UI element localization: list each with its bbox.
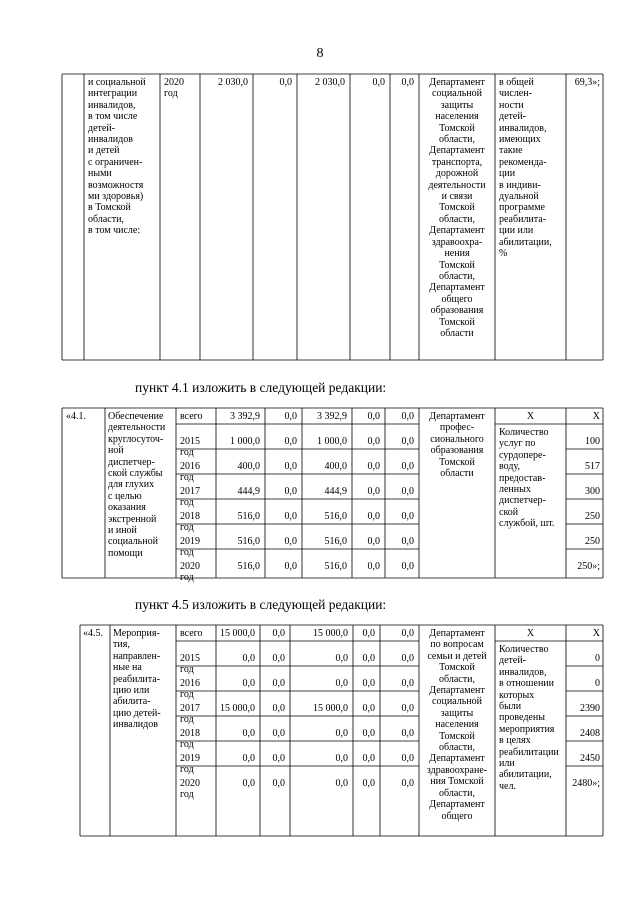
row-regional: 444,9 — [324, 486, 347, 497]
cell-line: нения — [444, 248, 470, 260]
cell-line: диспетчер- — [108, 456, 155, 468]
row-year: 2020 — [180, 778, 200, 789]
cell-line: области, — [439, 213, 475, 225]
cell-line: услуг по — [499, 438, 536, 450]
cell-line: в общей — [499, 77, 534, 88]
row-regional: 15 000,0 — [313, 628, 348, 639]
cell-line: в том числе — [88, 111, 138, 123]
row-year: 2016 — [180, 461, 200, 472]
row-regional: 516,0 — [324, 536, 347, 547]
row-local: 0,0 — [362, 678, 375, 689]
cell-line: воду, — [499, 461, 520, 473]
row-local: 0,0 — [367, 436, 380, 447]
cell-line: ми здоровья) — [88, 191, 144, 203]
cell-line: социальной — [432, 696, 482, 708]
cell-line: круглосуточ- — [108, 433, 164, 445]
row-year: 2017 — [180, 486, 200, 497]
cell-line: Департамент — [429, 225, 485, 237]
cell-line: абилитации, — [499, 236, 552, 248]
row-total: 1 000,0 — [230, 436, 260, 447]
table-4-1-executor-cell — [419, 411, 495, 479]
row-regional: 3 392,9 — [317, 411, 347, 422]
row-federal: 0,0 — [272, 628, 285, 639]
table-4-1-indicator-header: X — [526, 411, 535, 422]
row-year: всего — [180, 628, 203, 639]
top-table-year-cell — [164, 77, 184, 100]
cell-line: Департамент — [429, 282, 485, 294]
table-4-5-number: «4.5. — [83, 628, 103, 639]
row-year: 2017 — [180, 703, 200, 714]
row-local: 0,0 — [362, 628, 375, 639]
row-regional: 516,0 — [324, 561, 347, 572]
cell-line: были — [499, 701, 522, 713]
row-regional: 0,0 — [335, 678, 348, 689]
cell-line: Департамент — [429, 411, 485, 422]
top-table-value: 69,3»; — [574, 77, 600, 88]
cell-line: ные на — [113, 662, 142, 674]
cell-line: Количество — [499, 427, 549, 438]
cell-line: рекоменда- — [499, 156, 547, 168]
cell-line: абилитации, — [499, 769, 552, 781]
row-year-suffix: год — [180, 497, 194, 508]
row-local: 0,0 — [362, 753, 375, 764]
row-total: 516,0 — [237, 536, 260, 547]
cell-line: населения — [435, 111, 479, 123]
row-other: 0,0 — [401, 678, 414, 689]
cell-line: инвалидов — [88, 134, 133, 146]
row-indicator-value: 2480»; — [572, 778, 600, 789]
cell-line: инвалидов — [113, 719, 158, 731]
row-indicator-value: X — [592, 411, 600, 422]
cell-line: Томской — [439, 202, 475, 214]
row-indicator-value: 250»; — [577, 561, 600, 572]
row-other: 0,0 — [401, 628, 414, 639]
row-other: 0,0 — [401, 561, 414, 572]
row-other: 0,0 — [401, 436, 414, 447]
cell-line: образования — [430, 305, 484, 317]
cell-line: Департамент — [429, 628, 485, 639]
cell-line: интеграции — [88, 88, 138, 100]
cell-line: Томской — [439, 259, 475, 271]
cell-line: которых — [499, 689, 535, 701]
row-local: 0,0 — [362, 778, 375, 789]
cell-line: ными — [88, 168, 112, 180]
cell-line: мероприятия — [499, 723, 555, 735]
page-number: 8 — [316, 46, 324, 61]
top-table-local: 0,0 — [372, 77, 385, 88]
cell-line: направлен- — [113, 650, 161, 662]
row-indicator-value: 2450 — [580, 753, 600, 764]
cell-line: чел. — [499, 780, 516, 792]
cell-line: Томской — [439, 662, 475, 674]
cell-line: области, — [439, 787, 475, 799]
caption-point-4-1: пункт 4.1 изложить в следующей редакции: — [135, 380, 387, 395]
row-other: 0,0 — [401, 536, 414, 547]
row-federal: 0,0 — [284, 461, 297, 472]
cell-line: Департамент — [429, 685, 485, 697]
cell-line: профес- — [439, 422, 475, 434]
table-4-1-indicator-cell — [499, 427, 554, 530]
row-regional: 0,0 — [335, 653, 348, 664]
cell-line: год — [164, 88, 178, 100]
row-year-suffix: год — [180, 789, 194, 800]
row-other: 0,0 — [401, 653, 414, 664]
cell-line: ции — [499, 168, 516, 180]
cell-line: защиты — [440, 707, 474, 719]
cell-line: и иной — [108, 525, 137, 537]
cell-line: дуальной — [499, 191, 539, 203]
table-4-5-executor-cell — [419, 628, 495, 822]
cell-line: Департамент — [429, 753, 485, 765]
row-year-suffix: год — [180, 472, 194, 483]
row-local: 0,0 — [367, 461, 380, 472]
cell-line: области, — [88, 213, 124, 225]
row-total: 516,0 — [237, 561, 260, 572]
row-local: 0,0 — [362, 703, 375, 714]
cell-line: в том числе: — [88, 225, 141, 237]
row-federal: 0,0 — [272, 678, 285, 689]
cell-line: детей- — [88, 122, 116, 134]
cell-line: реабилита- — [113, 673, 161, 685]
row-local: 0,0 — [367, 486, 380, 497]
cell-line: населения — [435, 719, 479, 731]
row-other: 0,0 — [401, 778, 414, 789]
row-other: 0,0 — [401, 728, 414, 739]
row-year-suffix: год — [180, 739, 194, 750]
table-4-5-indicator-cell — [499, 644, 559, 792]
row-year: 2019 — [180, 753, 200, 764]
row-year: 2018 — [180, 511, 200, 522]
cell-line: тия, — [113, 639, 130, 651]
top-table-name-cell — [88, 77, 146, 237]
cell-line: и детей — [88, 145, 120, 157]
cell-line: сионального — [430, 433, 484, 445]
cell-line: диспетчер- — [499, 495, 546, 507]
row-local: 0,0 — [367, 411, 380, 422]
row-other: 0,0 — [401, 411, 414, 422]
row-indicator-value: 517 — [585, 461, 600, 472]
cell-line: социальной — [432, 88, 482, 100]
cell-line: Томской — [439, 316, 475, 328]
row-year: 2015 — [180, 436, 200, 447]
cell-line: с целью — [108, 490, 142, 502]
row-regional: 0,0 — [335, 728, 348, 739]
cell-line: семьи и детей — [427, 650, 487, 662]
cell-line: 2020 — [164, 77, 184, 88]
row-total: 0,0 — [242, 653, 255, 664]
caption-point-4-5: пункт 4.5 изложить в следующей редакции: — [135, 597, 387, 612]
row-local: 0,0 — [367, 561, 380, 572]
cell-line: проведены — [499, 712, 545, 724]
cell-line: здравоохра- — [431, 236, 483, 248]
cell-line: цию детей- — [113, 707, 161, 719]
cell-line: Мероприя- — [113, 628, 160, 639]
cell-line: в отношении — [499, 678, 555, 690]
cell-line: защиты — [440, 99, 474, 111]
cell-line: % — [499, 248, 508, 260]
cell-line: области, — [439, 270, 475, 282]
row-indicator-value: 2408 — [580, 728, 600, 739]
row-indicator-value: 0 — [595, 678, 600, 689]
row-other: 0,0 — [401, 511, 414, 522]
cell-line: Томской — [439, 456, 475, 468]
cell-line: дорожной — [435, 168, 479, 180]
top-table-indicator-cell — [499, 77, 552, 260]
row-local: 0,0 — [367, 536, 380, 547]
row-indicator-value: 2390 — [580, 703, 600, 714]
cell-line: ской службы — [108, 468, 163, 480]
row-other: 0,0 — [401, 461, 414, 472]
row-year-suffix: год — [180, 764, 194, 775]
cell-line: области, — [439, 673, 475, 685]
cell-line: абилита- — [113, 696, 151, 708]
row-year-suffix: год — [180, 714, 194, 725]
cell-line: Томской — [439, 122, 475, 134]
cell-line: Количество — [499, 644, 549, 655]
cell-line: по вопросам — [430, 639, 484, 651]
cell-line: ной — [108, 445, 124, 457]
row-other: 0,0 — [401, 486, 414, 497]
top-table-other: 0,0 — [401, 77, 414, 88]
row-indicator-value: X — [592, 628, 600, 639]
cell-line: области — [440, 327, 474, 339]
row-total: 0,0 — [242, 753, 255, 764]
cell-line: службой, шт. — [499, 518, 555, 530]
row-federal: 0,0 — [272, 778, 285, 789]
cell-line: Департамент — [429, 145, 485, 157]
row-federal: 0,0 — [284, 536, 297, 547]
cell-line: здравоохране- — [426, 764, 488, 776]
cell-line: помощи — [108, 547, 143, 559]
row-total: 15 000,0 — [220, 628, 255, 639]
row-regional: 516,0 — [324, 511, 347, 522]
row-federal: 0,0 — [272, 728, 285, 739]
row-indicator-value: 100 — [585, 436, 600, 447]
cell-line: ности — [499, 99, 524, 111]
row-indicator-value: 250 — [585, 536, 600, 547]
row-regional: 1 000,0 — [317, 436, 347, 447]
cell-line: общего — [441, 810, 473, 822]
row-federal: 0,0 — [284, 411, 297, 422]
row-total: 444,9 — [237, 486, 260, 497]
row-regional: 0,0 — [335, 753, 348, 764]
cell-line: сурдопере- — [499, 449, 546, 461]
cell-line: предостав- — [499, 472, 546, 484]
table-4-5-indicator-header: X — [526, 628, 535, 639]
row-year: 2020 — [180, 561, 200, 572]
top-table-executor-cell — [419, 77, 495, 339]
row-year: 2015 — [180, 653, 200, 664]
row-year: 2018 — [180, 728, 200, 739]
cell-line: в целях — [499, 735, 531, 747]
cell-line: Департамент — [429, 799, 485, 811]
row-year-suffix: год — [180, 447, 194, 458]
row-total: 15 000,0 — [220, 703, 255, 714]
row-regional: 15 000,0 — [313, 703, 348, 714]
cell-line: инвалидов, — [88, 99, 136, 111]
top-table-regional: 2 030,0 — [315, 77, 345, 88]
row-year-suffix: год — [180, 689, 194, 700]
row-federal: 0,0 — [284, 436, 297, 447]
row-total: 400,0 — [237, 461, 260, 472]
cell-line: и связи — [441, 191, 473, 203]
top-table-federal: 0,0 — [279, 77, 292, 88]
row-regional: 400,0 — [324, 461, 347, 472]
cell-line: Томской — [439, 730, 475, 742]
cell-line: ленных — [499, 484, 531, 496]
row-year-suffix: год — [180, 664, 194, 675]
cell-line: образования — [430, 445, 484, 457]
row-other: 0,0 — [401, 703, 414, 714]
row-indicator-value: 0 — [595, 653, 600, 664]
cell-line: возможностя — [88, 179, 144, 191]
table-4-5-name-cell — [113, 628, 161, 731]
cell-line: ния Томской — [430, 776, 484, 788]
cell-line: или — [499, 758, 515, 770]
table-4-1-name-cell — [108, 411, 165, 559]
cell-line: имеющих — [499, 134, 541, 146]
cell-line: ской — [499, 506, 519, 518]
cell-line: деятельности — [428, 179, 486, 191]
cell-line: реабилитации — [499, 746, 559, 758]
cell-line: деятельности — [108, 422, 166, 434]
cell-line: социальной — [108, 536, 158, 548]
cell-line: транспорта, — [431, 156, 483, 168]
cell-line: в индиви- — [499, 179, 541, 191]
cell-line: ции или — [499, 225, 534, 237]
cell-line: такие — [499, 145, 523, 157]
cell-line: Обеспечение — [108, 411, 164, 422]
row-federal: 0,0 — [272, 753, 285, 764]
row-total: 0,0 — [242, 678, 255, 689]
cell-line: общего — [441, 293, 473, 305]
row-total: 0,0 — [242, 778, 255, 789]
cell-line: числен- — [499, 88, 532, 100]
row-local: 0,0 — [362, 728, 375, 739]
row-year: всего — [180, 411, 203, 422]
row-indicator-value: 250 — [585, 511, 600, 522]
cell-line: области, — [439, 742, 475, 754]
row-federal: 0,0 — [284, 511, 297, 522]
cell-line: инвалидов, — [499, 122, 547, 134]
row-total: 3 392,9 — [230, 411, 260, 422]
row-federal: 0,0 — [284, 561, 297, 572]
row-other: 0,0 — [401, 753, 414, 764]
row-total: 0,0 — [242, 728, 255, 739]
cell-line: инвалидов, — [499, 666, 547, 678]
row-regional: 0,0 — [335, 778, 348, 789]
cell-line: цию или — [113, 685, 150, 697]
row-federal: 0,0 — [272, 653, 285, 664]
top-table-total: 2 030,0 — [218, 77, 248, 88]
row-local: 0,0 — [367, 511, 380, 522]
row-year-suffix: год — [180, 572, 194, 583]
cell-line: для глухих — [108, 479, 155, 491]
row-local: 0,0 — [362, 653, 375, 664]
row-federal: 0,0 — [284, 486, 297, 497]
row-total: 516,0 — [237, 511, 260, 522]
cell-line: области, — [439, 134, 475, 146]
cell-line: Департамент — [429, 77, 485, 88]
row-year-suffix: год — [180, 522, 194, 533]
cell-line: детей- — [499, 111, 527, 123]
cell-line: в Томской — [88, 202, 131, 214]
table-4-1-number: «4.1. — [66, 411, 86, 422]
cell-line: реабилита- — [499, 213, 547, 225]
row-federal: 0,0 — [272, 703, 285, 714]
cell-line: детей- — [499, 655, 527, 667]
row-year-suffix: год — [180, 547, 194, 558]
cell-line: с ограничен- — [88, 156, 143, 168]
row-year: 2019 — [180, 536, 200, 547]
cell-line: оказания — [108, 502, 146, 514]
cell-line: программе — [499, 202, 545, 214]
row-year: 2016 — [180, 678, 200, 689]
cell-line: экстренной — [108, 513, 157, 525]
cell-line: и социальной — [88, 77, 146, 88]
cell-line: области — [440, 468, 474, 480]
row-indicator-value: 300 — [585, 486, 600, 497]
